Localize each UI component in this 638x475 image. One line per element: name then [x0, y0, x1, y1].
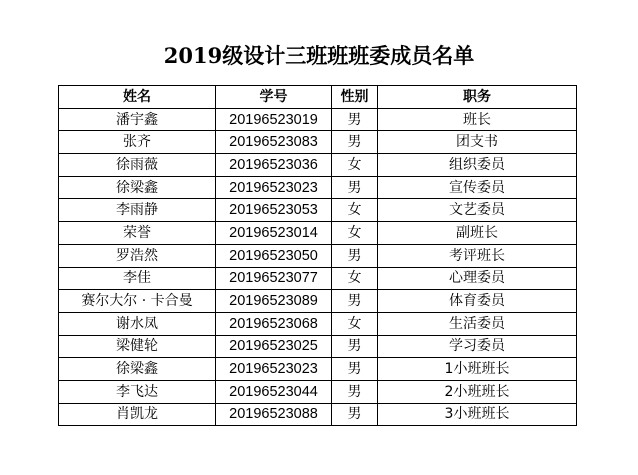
cell-student-id: 20196523050	[216, 244, 332, 267]
cell-role: 班长	[378, 108, 577, 131]
cell-role: 宣传委员	[378, 176, 577, 199]
cell-role: 考评班长	[378, 244, 577, 267]
cell-student-id: 20196523088	[216, 403, 332, 426]
table-row	[59, 176, 577, 199]
cell-name: 潘宇鑫	[59, 108, 216, 131]
cell-gender: 男	[332, 131, 378, 154]
table-row	[59, 290, 577, 313]
table-row	[59, 380, 577, 403]
cell-name: 荣誉	[59, 222, 216, 245]
cell-role: 生活委员	[378, 312, 577, 335]
table-row	[59, 108, 577, 131]
cell-student-id: 20196523014	[216, 222, 332, 245]
cell-role: 3小班班长	[378, 403, 577, 426]
document-title: 2019级设计三班班班委成员名单	[163, 43, 475, 68]
cell-name: 徐梁鑫	[59, 176, 216, 199]
cell-student-id: 20196523044	[216, 380, 332, 403]
table-row	[59, 312, 577, 335]
cell-gender: 男	[332, 108, 378, 131]
cell-gender: 男	[332, 335, 378, 358]
cell-gender: 男	[332, 244, 378, 267]
cell-student-id: 20196523077	[216, 267, 332, 290]
cell-name: 张齐	[59, 131, 216, 154]
cell-role: 体育委员	[378, 290, 577, 313]
cell-gender: 女	[332, 199, 378, 222]
header-role: 职务	[378, 86, 577, 109]
cell-name: 谢水凤	[59, 312, 216, 335]
cell-student-id: 20196523019	[216, 108, 332, 131]
cell-gender: 男	[332, 380, 378, 403]
header-name: 姓名	[59, 86, 216, 109]
cell-student-id: 20196523025	[216, 335, 332, 358]
table-row	[59, 244, 577, 267]
cell-role: 2小班班长	[378, 380, 577, 403]
committee-roster-table	[58, 85, 577, 426]
cell-name: 徐梁鑫	[59, 358, 216, 381]
cell-name: 李佳	[59, 267, 216, 290]
table-header	[59, 86, 577, 109]
table-row	[59, 267, 577, 290]
cell-name: 李飞达	[59, 380, 216, 403]
table-row	[59, 222, 577, 245]
cell-role: 学习委员	[378, 335, 577, 358]
cell-student-id: 20196523023	[216, 176, 332, 199]
cell-name: 李雨静	[59, 199, 216, 222]
cell-gender: 男	[332, 403, 378, 426]
cell-student-id: 20196523068	[216, 312, 332, 335]
header-row	[59, 86, 577, 109]
table-body	[59, 108, 577, 426]
table-row	[59, 358, 577, 381]
cell-name: 肖凯龙	[59, 403, 216, 426]
cell-gender: 女	[332, 154, 378, 177]
cell-role: 文艺委员	[378, 199, 577, 222]
cell-role: 副班长	[378, 222, 577, 245]
cell-student-id: 20196523023	[216, 358, 332, 381]
cell-student-id: 20196523083	[216, 131, 332, 154]
cell-name: 赛尔大尔 · 卡合曼	[59, 290, 216, 313]
table-row	[59, 131, 577, 154]
table-row	[59, 154, 577, 177]
cell-student-id: 20196523036	[216, 154, 332, 177]
cell-role: 团支书	[378, 131, 577, 154]
table-row	[59, 199, 577, 222]
cell-name: 徐雨薇	[59, 154, 216, 177]
cell-gender: 男	[332, 358, 378, 381]
cell-name: 梁健轮	[59, 335, 216, 358]
cell-gender: 女	[332, 312, 378, 335]
table-row	[59, 403, 577, 426]
cell-role: 组织委员	[378, 154, 577, 177]
table-row	[59, 335, 577, 358]
header-student-id: 学号	[216, 86, 332, 109]
cell-gender: 女	[332, 267, 378, 290]
header-gender: 性别	[332, 86, 378, 109]
cell-gender: 男	[332, 290, 378, 313]
cell-student-id: 20196523089	[216, 290, 332, 313]
cell-name: 罗浩然	[59, 244, 216, 267]
cell-gender: 女	[332, 222, 378, 245]
cell-role: 1小班班长	[378, 358, 577, 381]
cell-gender: 男	[332, 176, 378, 199]
cell-student-id: 20196523053	[216, 199, 332, 222]
cell-role: 心理委员	[378, 267, 577, 290]
